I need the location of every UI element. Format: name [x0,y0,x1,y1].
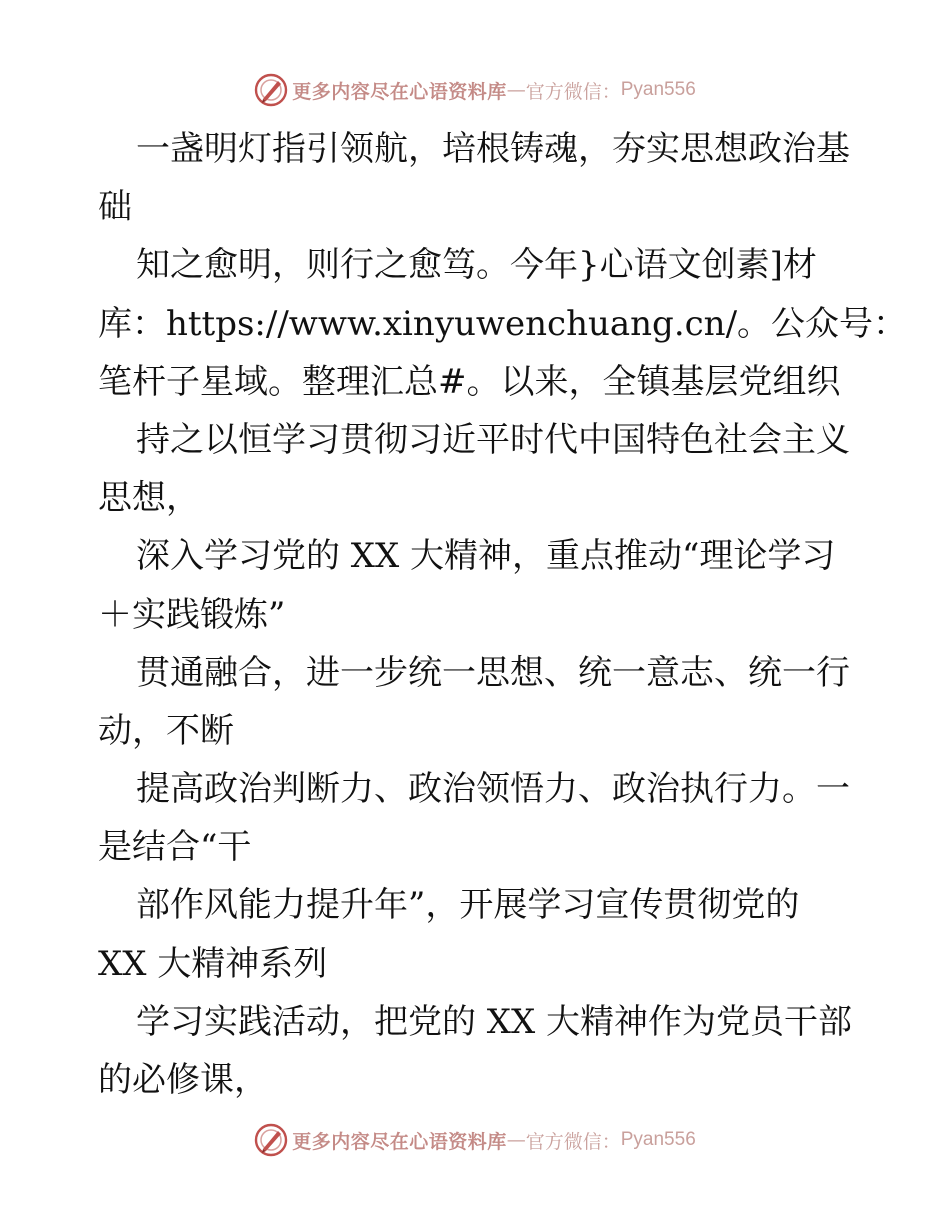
document-body [98,120,908,1109]
watermark-wechat-id: Pyan556 [620,79,696,100]
text-line: 持之以恒学习贯彻习近平时代中国特色社会主义 [136,419,850,460]
text-line: 础 [98,187,132,228]
watermark-dash: — [506,79,526,101]
watermark-official: 官方微信： [525,1130,621,1153]
text-line: 的必修课， [98,1060,268,1100]
text-line: 动，不断 [98,710,234,751]
text-line: 部作风能力提升年”，开展学习宣传贯彻党的 [136,885,800,926]
text-line: 库：https://www.xinyuwenchuang.cn/。公众号： [98,303,908,344]
watermark-official: 官方微信： [525,80,621,103]
watermark-brand: 更多内容尽在心语资料库 [292,80,507,103]
text-line: 是结合“干 [98,827,252,868]
watermark-brand: 更多内容尽在心语资料库 [292,1130,507,1153]
text-line: 深入学习党的 XX 大精神，重点推动“理论学习 [136,536,836,577]
text-line: ＋实践锻炼” [98,594,286,635]
text-line: 知之愈明，则行之愈笃。今年}心语文创素]材 [136,245,817,286]
text-line: XX 大精神系列 [98,943,328,984]
footer-watermark [0,1120,950,1160]
watermark-dash: — [506,1129,526,1151]
brand-logo-icon [254,73,288,107]
text-line: 学习实践活动，把党的 XX 大精神作为党员干部 [136,1001,853,1042]
brand-logo-icon [254,1123,288,1157]
text-line: 思想， [98,478,200,519]
text-line: 贯通融合，进一步统一思想、统一意志、统一行 [136,652,850,693]
text-line: 提高政治判断力、政治领悟力、政治执行力。一 [136,769,850,810]
text-line: 一盏明灯指引领航，培根铸魂，夯实思想政治基 [136,129,850,169]
text-line: 笔杆子星域。整理汇总#。以来，全镇基层党组织 [98,361,841,402]
watermark-wechat-id: Pyan556 [620,1129,696,1150]
header-watermark [0,70,950,110]
